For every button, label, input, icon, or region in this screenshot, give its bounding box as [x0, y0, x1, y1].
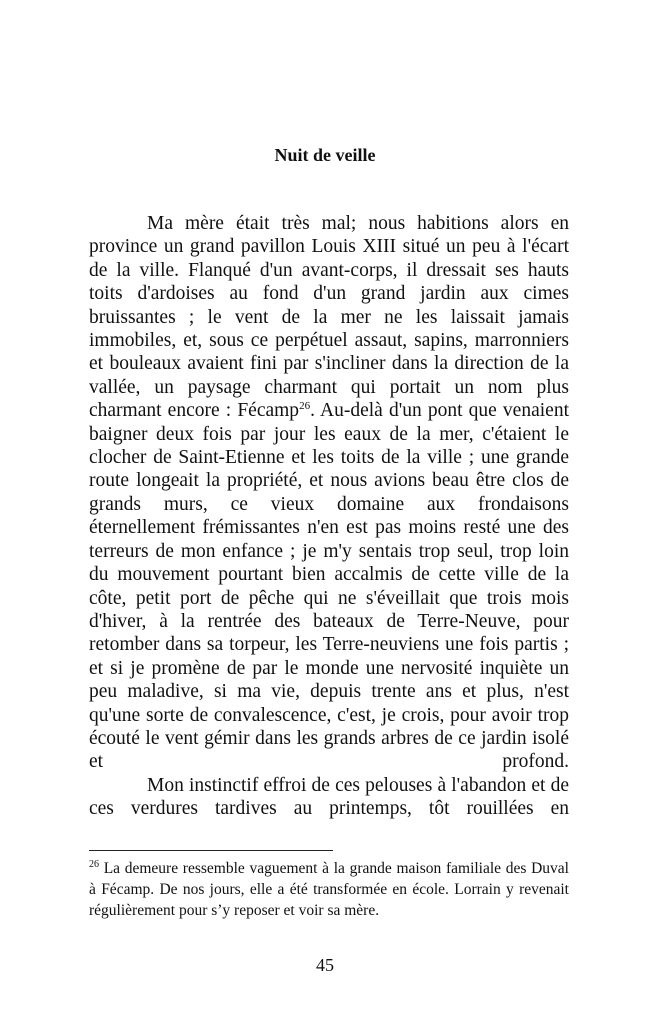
paragraph — [89, 212, 569, 774]
page-number: 45 — [316, 955, 334, 975]
page-title: Nuit de veille — [274, 145, 376, 165]
footnote-divider — [89, 850, 333, 851]
body-text — [89, 212, 569, 821]
footnote-text: La demeure ressemble vaguement à la grande maison familiale des Duval à Fécamp. De nos jours, elle a été transformée en école. Lorrain y revenait régulièrement pour s’y reposer et voir sa mère. — [89, 860, 569, 919]
footnote-number: 26 — [89, 859, 99, 870]
footnote — [89, 858, 569, 921]
paragraph-text: Ma mère était très mal; nous habitions alors en province un grand pavillon Louis XIII situé un peu à l'écart de la ville. Flanqué d'un avant-corps, il dressait ses hauts toits d'ardoises au fond d'un grand jardin aux cimes bruissantes ; le vent de la mer ne les laissait jamais immobiles, et, sous ce perpétuel assaut, sapins, marronniers et bouleaux avaient fini par s'incliner dans la direction de la vallée, un paysage charmant qui portait un nom plus charmant encore : Fécamp — [89, 213, 569, 422]
paragraph: Mon instinctif effroi de ces pelouses à l'abandon et de ces verdures tardives au printemps, tôt rouillées en — [89, 774, 569, 820]
paragraph-text-continued: . Au-delà d'un pont que venaient baigner deux fois par jour les eaux de la mer, c'étaient le clocher de Saint-Etienne et les toits de la ville ; une grande route longeait la propriété, et nous avions beau être clos de grands murs, ce vieux domaine aux frondaisons éternellement frémissantes n'en est pas moins resté une des terreurs de mon enfance ; je m'y sentais trop seul, trop loin du mouvement pourtant bien accalmis de cette ville de la côte, petit port de pêche qui ne s'éveillait que trois mois d'hiver, à la rentrée des bateaux de Terre-Neuve, pour retomber dans sa torpeur, les Terre-neuviens une fois partis ; et si je promène de par le monde une nervosité inquiète un peu maladive, si ma vie, depuis trente ans et plus, n'est qu'une sorte de convalescence, c'est, je crois, pour avoir trop écouté le vent gémir dans les grands arbres de ce jardin isolé et profond. — [89, 400, 569, 773]
footnote-reference: 26 — [299, 400, 311, 413]
